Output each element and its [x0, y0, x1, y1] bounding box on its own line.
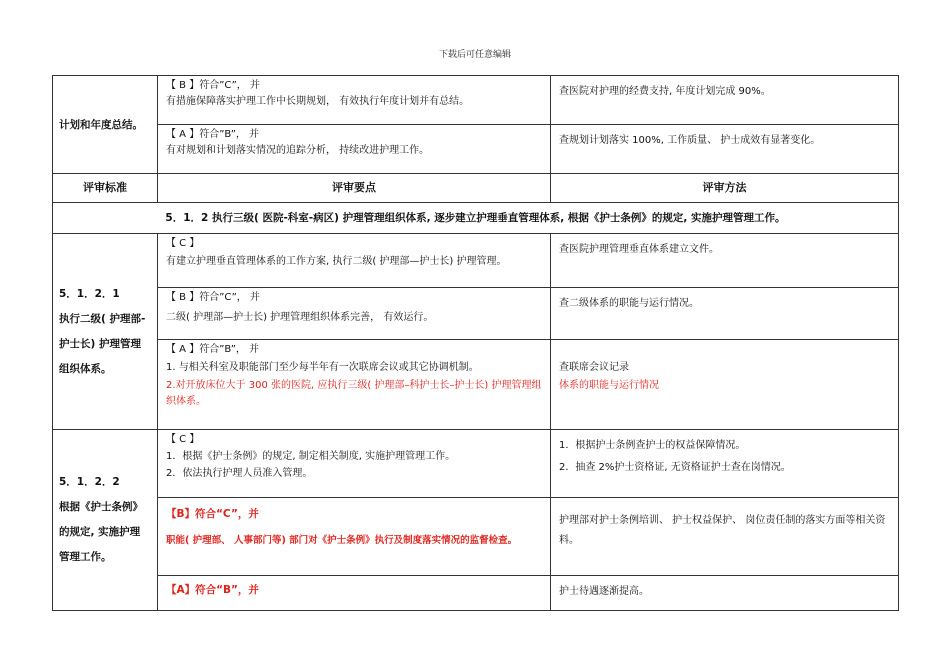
grade-b-method: 护理部对护士条例培训、 护士权益保护、 岗位责任制的落实方面等相关资料。: [559, 515, 886, 546]
grade-a-method: 查规划计划落实 100%, 工作质量、 护士成效有显著变化。: [559, 135, 821, 146]
item-title-line: 护士长) 护理管理: [59, 337, 141, 350]
method-cell: [551, 340, 899, 430]
grade-b-heading: 【 B 】符合”C”， 并: [166, 292, 260, 303]
grade-c-heading: 【 C 】: [166, 238, 200, 249]
grade-a-method: 查联席会议记录: [559, 362, 629, 373]
method-cell: [551, 288, 899, 340]
item-title-line: 根据《护士条例》: [59, 501, 143, 513]
column-header-standard: 评审标准: [53, 174, 158, 203]
method-cell: [551, 76, 899, 125]
points-cell: [158, 576, 551, 611]
points-cell: [158, 340, 551, 430]
item-title-line: 的规定, 实施护理: [59, 526, 141, 538]
grade-a-heading: 【 A 】符合”B”， 并: [166, 129, 260, 140]
grade-b-text: 职能( 护理部、 人事部门等) 部门对《护士条例》执行及制度落实情况的监督检查。: [166, 535, 518, 546]
grade-c-item-2: 2．依法执行护理人员准入管理。: [166, 468, 313, 479]
section-row: [53, 203, 899, 234]
column-header-row: [53, 174, 899, 203]
grade-c-method-1: 1．根据护士条例查护士的权益保障情况。: [559, 440, 746, 451]
method-cell: [551, 498, 899, 576]
grade-c-method: 查医院护理管理垂直体系建立文件。: [559, 244, 719, 255]
grade-b-method: 查二级体系的职能与运行情况。: [559, 298, 699, 309]
points-cell: [158, 498, 551, 576]
grade-c-method-2: 2．抽查 2%护士资格证, 无资格证护士查在岗情况。: [559, 462, 791, 473]
grade-a-method: 护士待遇逐渐提高。: [559, 586, 649, 597]
grade-a-item-1: 1. 与相关科室及职能部门至少每半年有一次联席会议或其它协调机制。: [166, 362, 479, 373]
standard-cell-5121: [53, 234, 158, 430]
standard-cell-5122: [53, 430, 158, 611]
grade-a-heading: 【A】符合“B”，并: [166, 584, 259, 596]
standard-cell: [53, 76, 158, 174]
item-title-line: 组织体系。: [59, 362, 112, 375]
column-header-method: 评审方法: [551, 174, 899, 203]
grade-b-text: 有措施保障落实护理工作中长期规划， 有效执行年度计划并有总结。: [166, 96, 470, 107]
method-cell: [551, 576, 899, 611]
grade-c-heading: 【 C 】: [166, 434, 200, 445]
grade-a-method-highlight: 体系的职能与运行情况: [559, 380, 659, 391]
points-cell: [158, 125, 551, 174]
item-number: 5．1．2．2: [59, 476, 120, 488]
points-cell: [158, 76, 551, 125]
points-cell: [158, 234, 551, 288]
grade-c-item-1: 1．根据《护士条例》的规定, 制定相关制度, 实施护理管理工作。: [166, 451, 456, 462]
grade-b-method: 查医院对护理的经费支持, 年度计划完成 90%。: [559, 86, 771, 97]
item-number: 5．1．2．1: [59, 287, 120, 300]
item-title-line: 执行二级( 护理部-: [59, 312, 146, 325]
grade-a-text: 有对规划和计划落实情况的追踪分析， 持续改进护理工作。: [166, 145, 430, 156]
column-header-points: 评审要点: [158, 174, 551, 203]
section-title: 5．1．2 执行三级( 医院-科室-病区) 护理管理组织体系, 逐步建立护理垂直管理体系, 根据《护士条例》的规定, 实施护理管理工作。: [53, 203, 899, 234]
page-header: 下载后可任意编辑: [438, 50, 511, 60]
grade-b-heading: 【B】符合“C”，并: [166, 508, 259, 520]
grade-c-text: 有建立护理垂直管理体系的工作方案, 执行二级( 护理部—护士长) 护理管理。: [166, 256, 507, 267]
method-cell: [551, 430, 899, 498]
item-title-line: 管理工作。: [59, 551, 112, 563]
standard-title: 计划和年度总结。: [59, 118, 143, 131]
grade-b-text: 二级( 护理部—护士长) 护理管理组织体系完善， 有效运行。: [166, 312, 434, 323]
points-cell: [158, 288, 551, 340]
grade-a-item-2: 2.对开放床位大于 300 张的医院, 应执行三级( 护理部–科护士长–护士长) 护理管理组织体系。: [166, 380, 542, 407]
review-standards-table: [52, 75, 899, 611]
grade-a-heading: 【 A 】符合”B”， 并: [166, 344, 260, 355]
method-cell: [551, 234, 899, 288]
grade-b-heading: 【 B 】符合”C”， 并: [166, 80, 260, 91]
method-cell: [551, 125, 899, 174]
points-cell: [158, 430, 551, 498]
